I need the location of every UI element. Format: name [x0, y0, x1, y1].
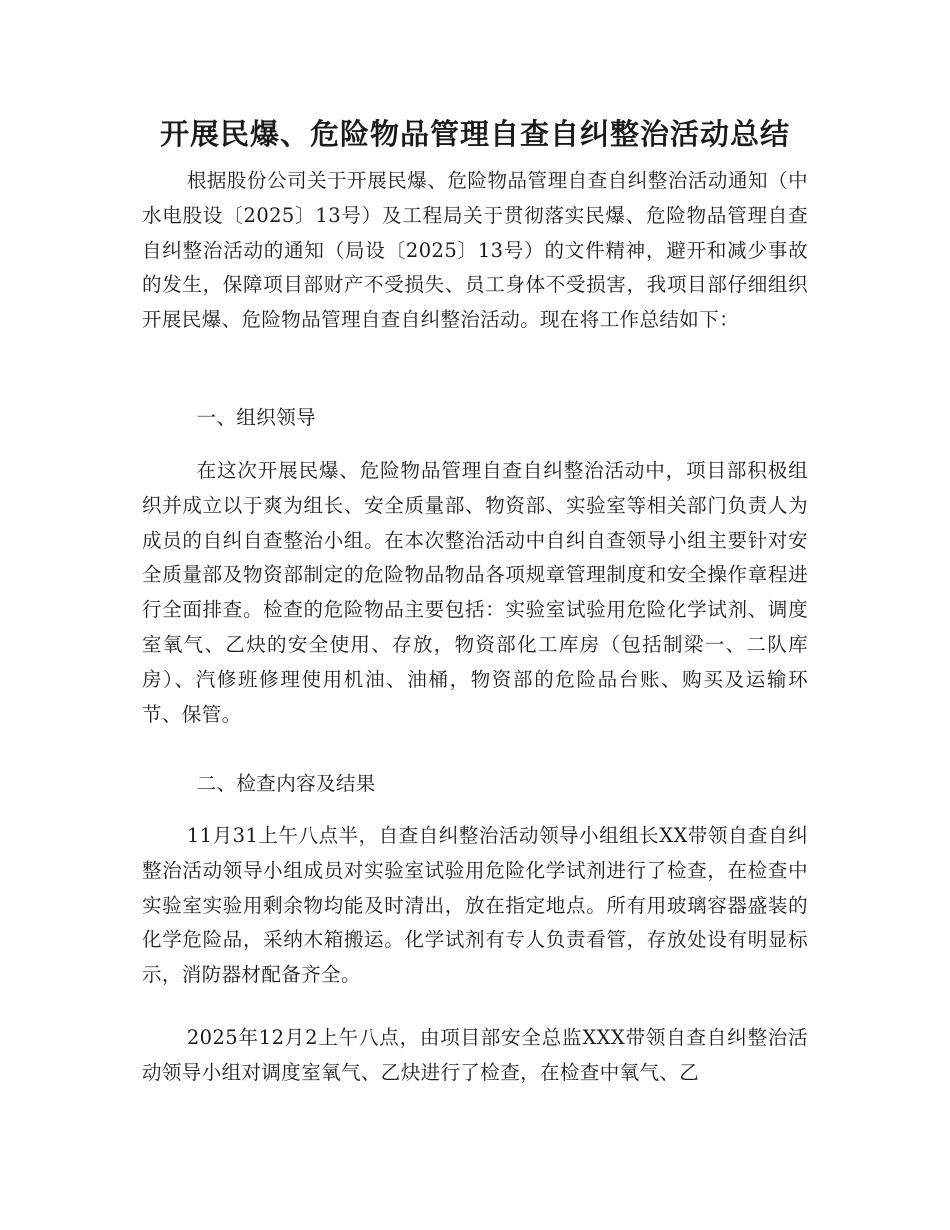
section-heading-organization: 一、组织领导 [196, 406, 316, 429]
inspection-paragraph-lab: 11月31上午八点半，自查自纠整治活动领导小组组长XX带领自查自纠整治活动领导小组成员对实验室试验用危险化学试剂进行了检查，在检查中实验室实验用剩余物均能及时清出，放在指定地点。所有用玻璃容器盛装的化学危险品，采纳木箱搬运。化学试剂有专人负责看管，存放处设有明显标示，消防器材配备齐全。 [142, 824, 808, 987]
document-title: 开展民爆、危险物品管理自查自纠整治活动总结 [159, 117, 790, 151]
inspection-paragraph-dispatch: 2025年12月2上午八点，由项目部安全总监XXX带领自查自纠整治活动领导小组对调度室氧气、乙炔进行了检查，在检查中氧气、乙 [142, 1026, 808, 1084]
section-heading-inspection: 二、检查内容及结果 [196, 772, 376, 795]
intro-paragraph: 根据股份公司关于开展民爆、危险物品管理自查自纠整治活动通知（中水电股设〔2025〕13号）及工程局关于贯彻落实民爆、危险物品管理自查自纠整治活动的通知（局设〔2025〕13号）的文件精神，避开和减少事故的发生，保障项目部财产不受损失、员工身体不受损害，我项目部仔细组织开展民爆、危险物品管理自查自纠整治活动。现在将工作总结如下： [142, 169, 808, 332]
organization-paragraph: 在这次开展民爆、危险物品管理自查自纠整治活动中，项目部积极组织并成立以于爽为组长、安全质量部、物资部、实验室等相关部门负责人为成员的自纠自查整治小组。在本次整治活动中自纠自查领导小组主要针对安全质量部及物资部制定的危险物品物品各项规章管理制度和安全操作章程进行全面排查。检查的危险物品主要包括：实验室试验用危险化学试剂、调度室氧气、乙炔的安全使用、存放，物资部化工库房（包括制梁一、二队库房）、汽修班修理使用机油、油桶，物资部的危险品台账、购买及运输环节、保管。 [142, 459, 808, 726]
